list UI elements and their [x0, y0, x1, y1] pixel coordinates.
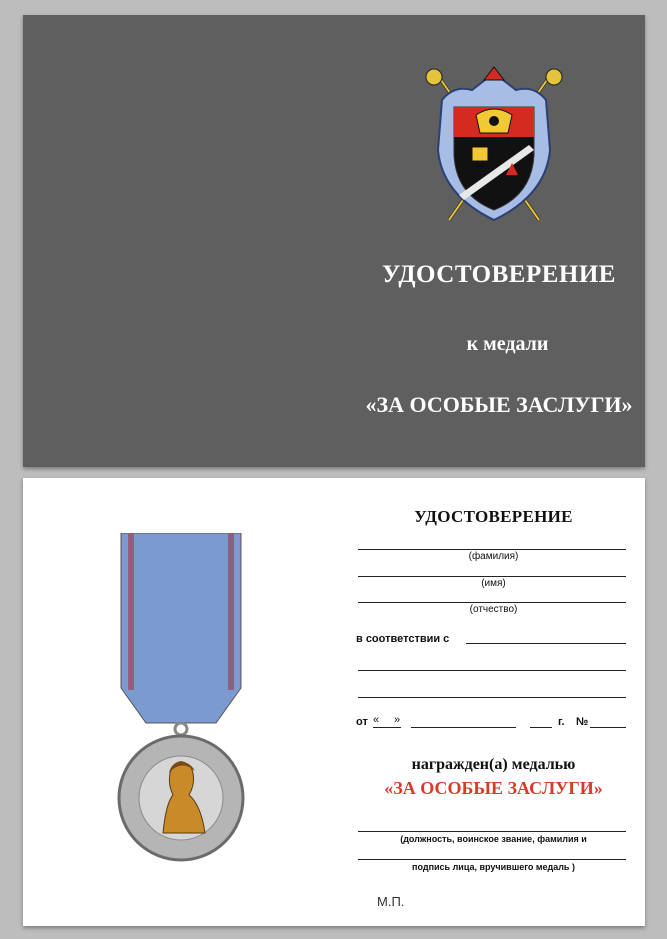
- position-caption: (должность, воинское звание, фамилия и: [400, 834, 587, 844]
- surname-line[interactable]: [358, 549, 626, 550]
- from-label: от: [356, 716, 368, 728]
- stamp-label: М.П.: [377, 894, 405, 909]
- name-caption: (имя): [481, 578, 506, 589]
- month-line[interactable]: [411, 727, 516, 728]
- basis-line-1[interactable]: [358, 670, 626, 671]
- surname-caption: (фамилия): [468, 551, 519, 562]
- year-line[interactable]: [530, 727, 552, 728]
- number-line[interactable]: [590, 727, 626, 728]
- quote-close: »: [394, 714, 401, 726]
- certificate-cover: [23, 15, 645, 467]
- award-form: [356, 478, 631, 926]
- quote-open: «: [373, 714, 380, 726]
- basis-line-2[interactable]: [358, 697, 626, 698]
- medal-with-ribbon-icon: [111, 533, 251, 863]
- number-label: №: [576, 716, 589, 728]
- cover-medal-name: «ЗА ОСОБЫЕ ЗАСЛУГИ»: [365, 392, 633, 417]
- coat-of-arms-icon: [414, 55, 574, 230]
- patronymic-line[interactable]: [358, 602, 626, 603]
- form-medal-name: «ЗА ОСОБЫЕ ЗАСЛУГИ»: [384, 778, 603, 798]
- year-label: г.: [558, 716, 565, 728]
- patronymic-caption: (отчество): [469, 604, 518, 615]
- cover-subtitle: к медали: [466, 333, 549, 355]
- name-line[interactable]: [358, 576, 626, 577]
- according-label: в соответствии с: [356, 633, 450, 645]
- signature-caption: подпись лица, вручившего медаль ): [412, 862, 575, 872]
- presenter-line-1[interactable]: [358, 831, 626, 832]
- day-line[interactable]: [373, 727, 401, 728]
- cover-title: УДОСТОВЕРЕНИЕ: [382, 261, 616, 288]
- according-line[interactable]: [466, 643, 626, 644]
- presenter-line-2[interactable]: [358, 859, 626, 860]
- form-title: УДОСТОВЕРЕНИЕ: [414, 507, 573, 526]
- certificate-inner-page: [23, 478, 645, 926]
- awarded-text: награжден(а) медалью: [411, 756, 576, 773]
